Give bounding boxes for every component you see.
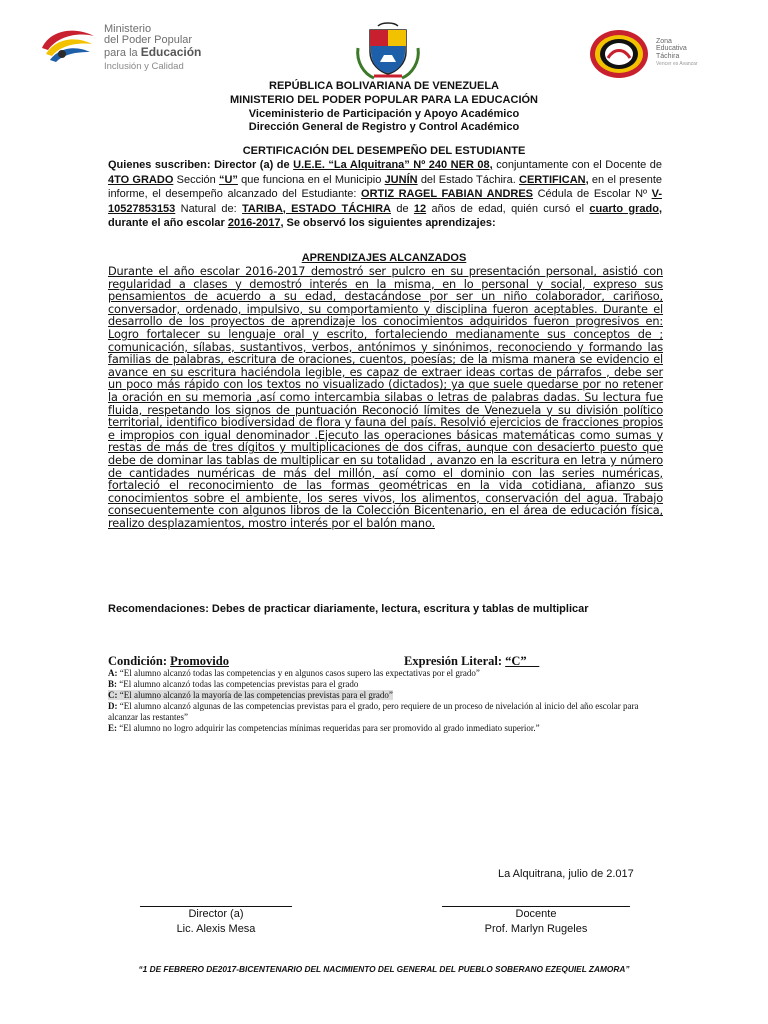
school-year: 2016-2017 [227,217,281,229]
recommendations: Recomendaciones: Debes de practicar diariamente, lectura, escritura y tablas de multiplicar [108,603,589,615]
condition [108,654,229,669]
section: “U” [218,173,238,186]
learning-narrative: Durante el año escolar 2016-2017 demostró ser pulcro en su presentación personal, asistió con regularidad a clases y demostró interés en la misma, en lo personal y social, expreso sus pensamientos de acuerdo a su edad, destacándose por ser un niño colaborador, cariñoso, conversador, ordenado, impulsivo, su comportamiento y disciplina fueron aceptables. Durante el desarrollo de los proyectos de aprendizaje los conocimientos adquiridos fueron progresivos en: Logro fortalecer su lenguaje oral y escrito, fortaleciendo medianamente sus conceptos de ; comunicación, sílabas, sustantivos, verbos, antónimos y sinónimos, reconociendo y formando las familias de palabras, escritura de oraciones, cuentos, poesías; de la misma manera se evidencio el avance en su escritura haciéndola legible, es capaz de extraer ideas cortas de párrafos , debe ser un poco más rápido con los textos no visualizado (dictados); ya que suele quedarse por no retener la oración en su memoria ,así como intercambia silabas o letras de palabras dadas. Su lectura fue fluida, respetando los signos de puntuación Reconoció límites de Venezuela y su división político territorial, identifico biodiversidad de flora y fauna del país. Resolvió ejercicios de fracciones propios e impropios con igual denominador .Ejecuto las operaciones básicas matemáticas como sumas y restas de más de tres dígitos y multiplicaciones de dos cifras, aunque con desacierto puesto que debe de dominar las tablas de multiplicar en su totalidad , avanzo en la escritura en letra y número de cantidades numéricas de más del millón, así como el dominio con las series numéricas, fortaleció el reconocimiento de las formas geométricas en la vida cotidiana, afianzo sus conocimientos sobre el ambiente, los seres vivos, los alimentos, conservación del agua. Trabajo consecuentemente con algunos libros de la Colección Bicentenario, en el área de educación física, realizo desplazamientos, mostro interés por el balón mano. [108,265,663,530]
footer-commemoration: “1 DE FEBRERO DE2017-BICENTENARIO DEL NACIMIENTO DEL GENERAL DEL PUEBLO SOBERANO EZEQUIEL ZAMORA” [138,964,630,974]
intro-text-11: , durante el año escolar [108,202,662,229]
scale-key: A: [108,668,118,678]
ministry-emblem-icon [40,26,96,66]
institution-line2: MINISTERIO DEL PODER POPULAR PARA LA EDUCACIÓN [229,94,539,106]
certificate-intro [108,158,662,231]
condition-label: Condición: [108,654,171,668]
scale-item-e [108,723,668,734]
place-date: La Alquitrana, julio de 2.017 [498,868,634,880]
zone-logo-line3: Táchira [656,52,680,60]
zone-logo [588,26,728,82]
ministry-logo-line2: del Poder Popular [104,34,193,46]
ministry-logo-text [104,24,201,72]
expression-label: Expresión Literal: [404,654,506,668]
scale-text: “El alumno alcanzó todas las competencias previstas para el grado [117,679,359,689]
scale-key: D: [108,701,118,711]
director-role: Director (a) [188,908,244,920]
intro-text-9: de [391,202,414,215]
intro-text-1: Quienes suscriben: Director (a) de [108,159,294,171]
scale-key: C: [108,690,118,700]
scale-text: “El alumno alcanzó algunas de las competencias previstas para el grado, pero requiere de un proceso de nivelación al inicio del año escolar para alcanzar las restantes” [108,701,639,722]
scale-item-d [108,701,668,723]
ministry-logo-line1: Ministerio [104,23,152,35]
scale-item-c [108,690,668,701]
ministry-logo [40,22,240,70]
institution-line1: REPÚBLICA BOLIVARIANA DE VENEZUELA [269,80,499,92]
teacher-signature-line [442,906,630,907]
ministry-logo-line3 [104,46,201,59]
intro-text-8: Natural de: [175,202,243,215]
institution-line3: Viceministerio de Participación y Apoyo Académico [248,108,520,120]
ministry-logo-line3-prefix: para la [104,47,141,59]
director-name: Lic. Alexis Mesa [176,923,256,935]
ministry-logo-line3-bold: Educación [140,45,202,59]
grading-scale [108,668,668,734]
scale-item-a [108,668,668,679]
coat-of-arms-icon [352,22,424,82]
intro-text-10: años de edad, quién cursó el [426,202,590,215]
scale-key: B: [108,679,117,689]
ministry-logo-line4: Inclusión y Calidad [104,61,184,72]
scale-key: E: [108,723,117,733]
intro-text-12: , Se observó los siguientes aprendizajes: [280,217,496,229]
institution-line4: Dirección General de Registro y Control Académico [248,121,520,133]
student-age: 12 [413,202,427,215]
course: cuarto grado [589,202,659,215]
teacher-role: Docente [515,908,557,920]
zone-emblem-icon [588,28,650,80]
municipality: JUNÍN [384,173,418,186]
certificate-title: CERTIFICACIÓN DEL DESEMPEÑO DEL ESTUDIANTE [242,145,526,157]
condition-value: Promovido [170,654,229,668]
grade: 4TO GRADO [108,173,174,186]
zone-logo-text [656,38,698,67]
zone-logo-line2: Educativa [656,45,687,53]
intro-text-6: en el presente informe, el desempeño alcanzado del Estudiante: [108,173,662,200]
teacher-name: Prof. Marlyn Rugeles [484,923,588,935]
director-signature-line [140,906,292,907]
student-id: V-10527853153 [108,188,662,215]
scale-highlight [108,690,393,700]
zone-logo-tagline: Vencer es Avanzar [656,61,698,68]
scale-text: “El alumno alcanzó todas las competencias y en algunos casos supero las expectativas por el grado” [117,668,480,678]
intro-text-2: conjuntamente con el Docente de [492,159,663,171]
zone-logo-line1: Zona [656,38,672,45]
scale-text: “El alumno alcanzó la mayoría de las competencias previstas para el grado” [117,690,393,700]
intro-text-4: que funciona en el Municipio [237,173,385,186]
scale-text: “El alumno no logro adquirir las competencias mínimas requeridas para ser promovido al grado inmediato superior.” [117,723,540,733]
intro-text-3: Sección [173,173,219,186]
student-name: ORTIZ RAGEL FABIAN ANDRES [361,188,534,200]
birthplace: TARIBA, ESTADO TÁCHIRA [242,202,391,215]
intro-text-5: del Estado Táchira. [417,173,519,186]
literal-expression [404,654,539,669]
expression-value: “C”__ [505,654,540,668]
school-name: U.E.E. “La Alquitrana” Nº 240 NER 08, [293,159,493,171]
scale-item-b [108,679,668,690]
learning-section-title: APRENDIZAJES ALCANZADOS [301,252,467,264]
intro-text-7: Cédula de Escolar Nº [533,188,652,200]
certify-word: CERTIFICAN, [519,173,589,186]
